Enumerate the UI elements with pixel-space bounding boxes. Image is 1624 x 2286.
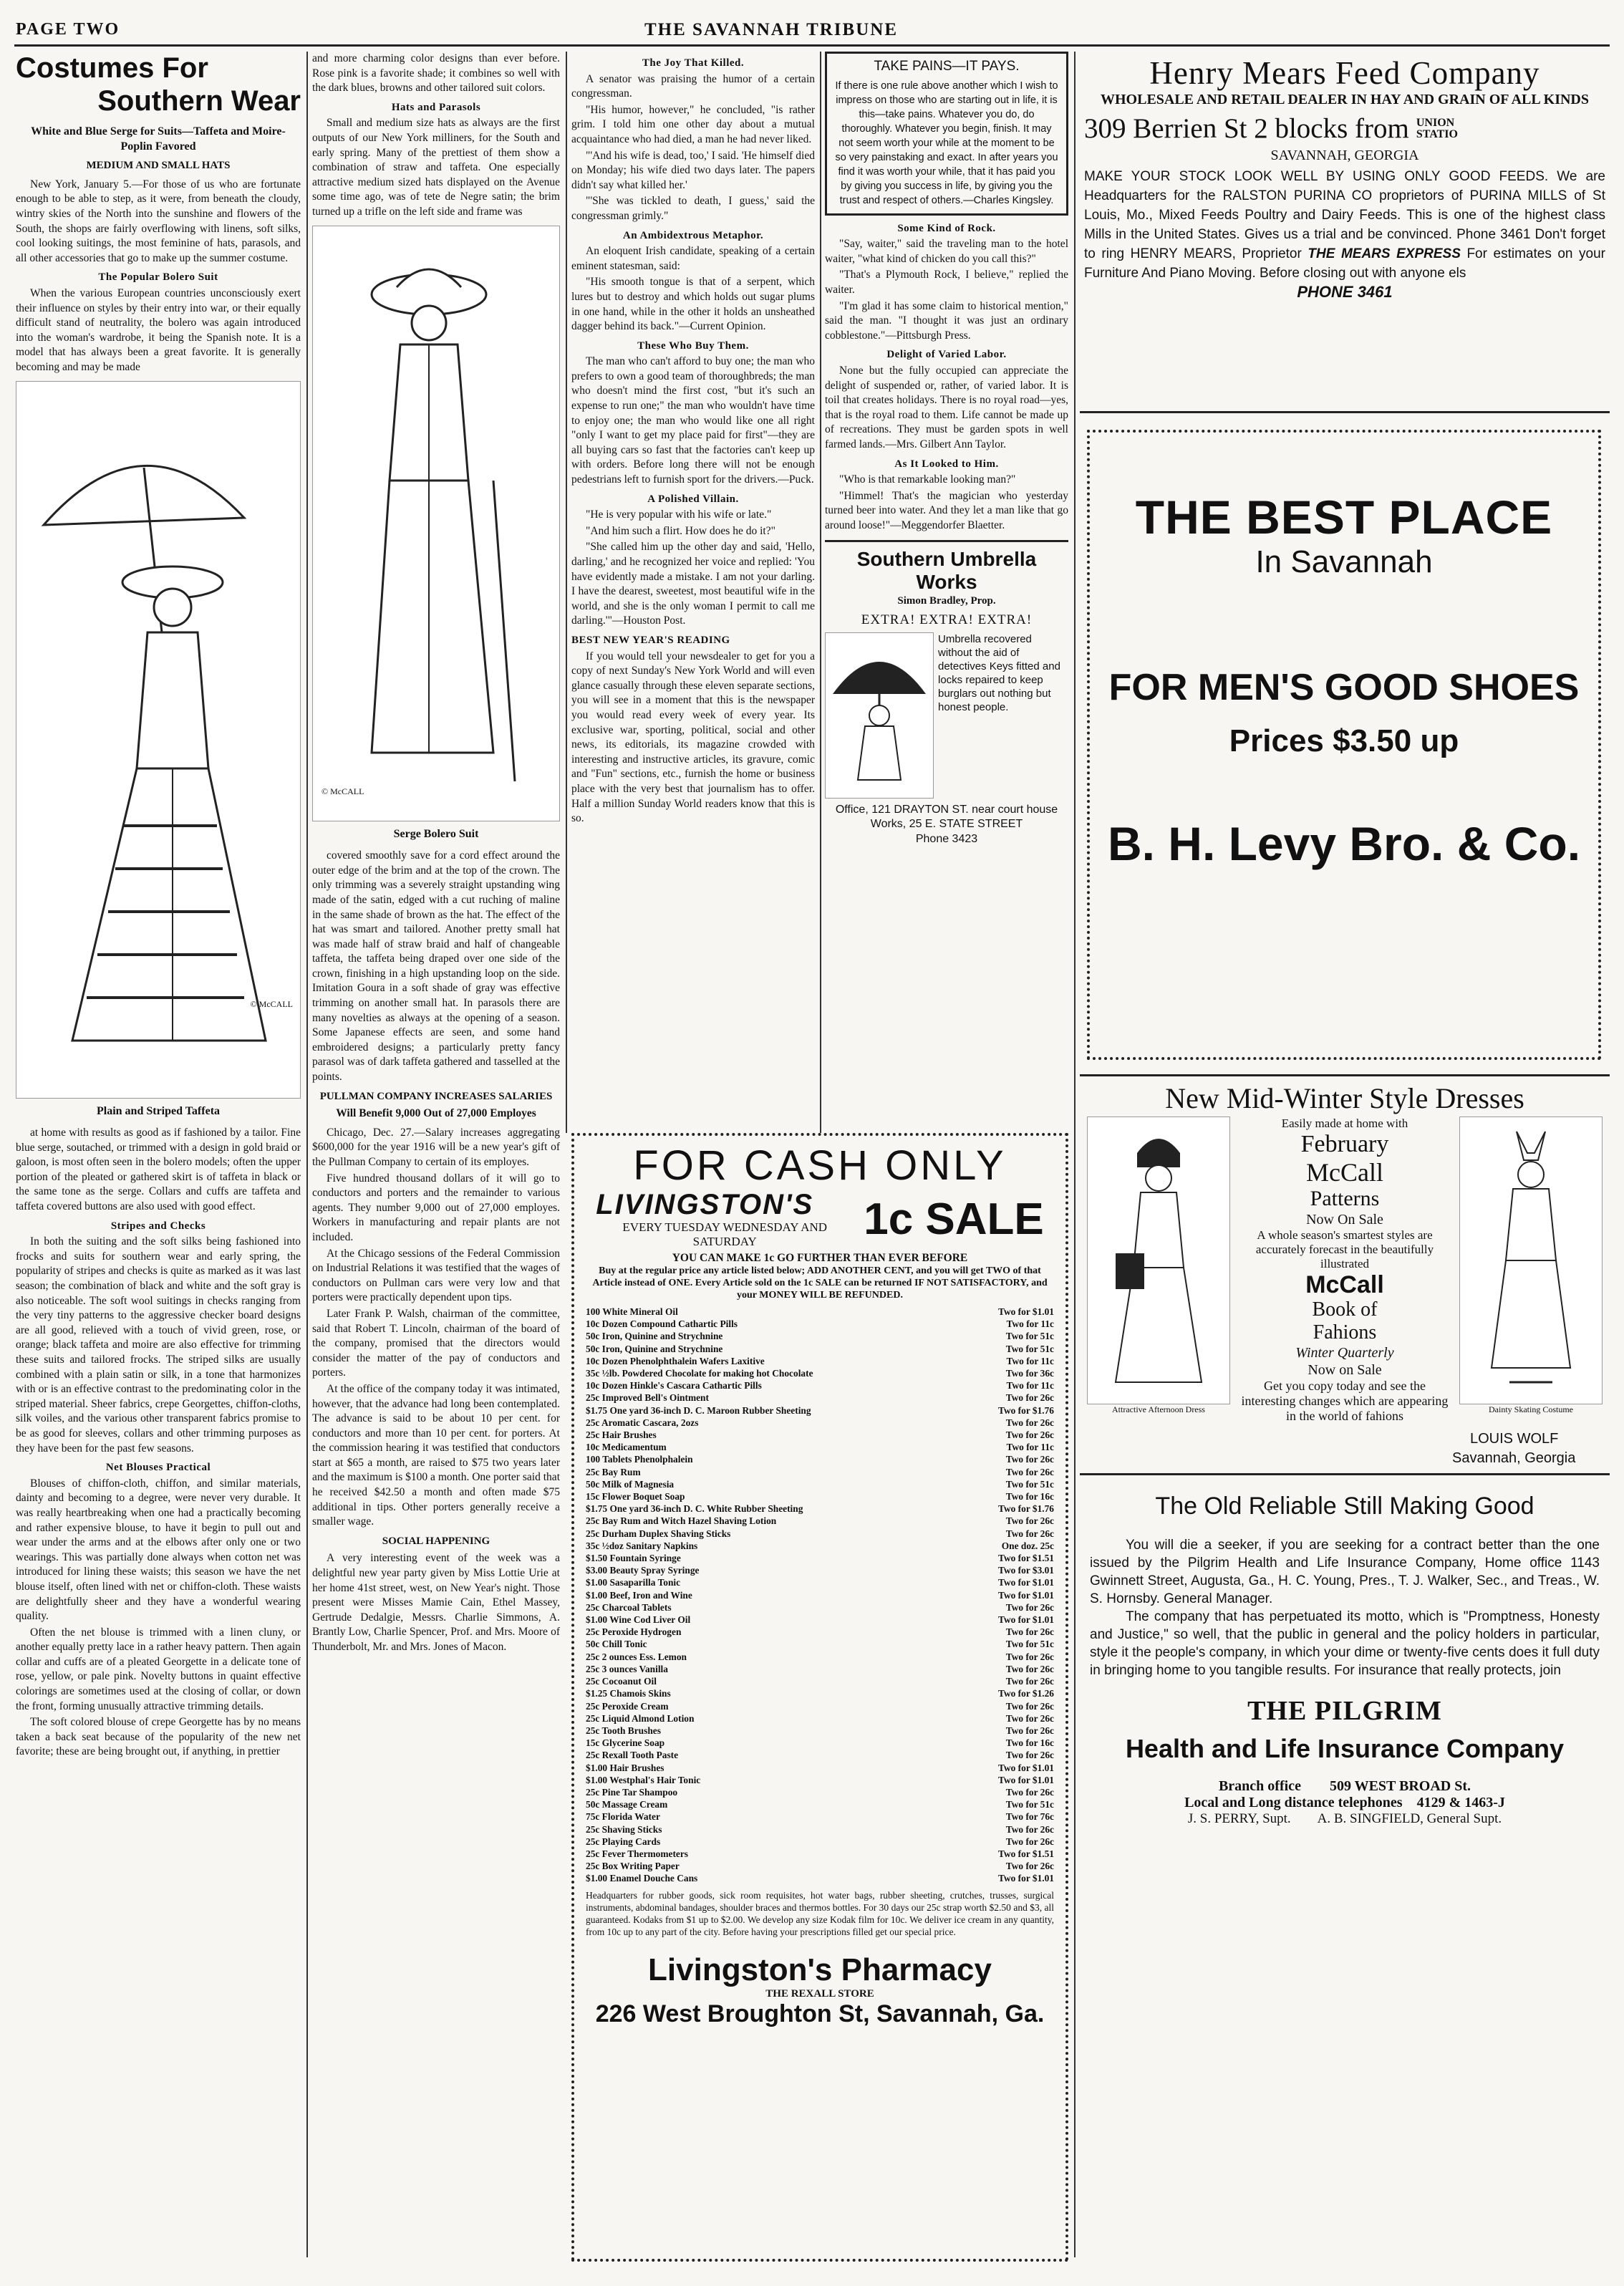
ad-line: Now on Sale — [1308, 1362, 1382, 1378]
item-price: Two for 11c — [1006, 1355, 1054, 1366]
item-name: 75c Florida Water — [586, 1811, 660, 1823]
price-row — [586, 1576, 1054, 1588]
item-name: $1.00 Westphal's Hair Tonic — [586, 1774, 701, 1785]
price-row — [586, 1836, 1054, 1848]
illustration-credit: © McCALL — [250, 998, 293, 1009]
paragraph: "Say, waiter," said the traveling man to the hotel waiter, "what kind of chicken do you call this?" — [825, 238, 1068, 265]
price-row — [586, 1872, 1054, 1884]
paragraph: at home with results as good as if fashioned by a tailor. Fine blue serge, soutached, or trimmed with a design in gold braid or galoon, is most often seen in the bolero models; often the upper portion of the pleated or gathered skirt is of taffeta in black or the same tone as the serge. Collars and cuffs are taffeta and taffeta covered buttons are also used with good effect. — [16, 1127, 301, 1213]
item-price: Two for 26c — [1005, 1454, 1054, 1465]
price-row — [586, 1687, 1054, 1699]
item-name: $1.00 Hair Brushes — [586, 1762, 664, 1773]
ad-headline: FOR MEN'S GOOD SHOES — [1108, 667, 1580, 708]
item-price: Two for 76c — [1005, 1811, 1054, 1823]
paragraph: "Who is that remarkable looking man?" — [839, 473, 1016, 486]
paragraph: None but the fully occupied can appreciate the delight of suspended or, rather, of varied labor. It is toil that creates holidays. There is no royal road—yes, that is the royal road to them. Life cannot be made up of recreations. They must be garden spots in well farmed lands.—Mrs. Gilbert Ann Taylor. — [825, 364, 1068, 450]
price-row — [586, 1318, 1054, 1330]
paragraph: Later Frank P. Walsh, chairman of the committee, said that Robert T. Lincoln, chairman of the board of the company, promised that the directors would consider the matter of the pay of conductors and porters. — [312, 1307, 560, 1379]
item-name: 25c Tooth Brushes — [586, 1725, 661, 1736]
ad-line: February — [1300, 1131, 1389, 1157]
pharmacy-address: 226 West Broughton St, Savannah, Ga. — [595, 2000, 1045, 2027]
paragraph: Chicago, Dec. 27.—Salary increases aggregating $600,000 for the year 1916 will be a new year's gift of the Pullman Company to certain of its employes. — [312, 1126, 560, 1168]
pharmacy-name: Livingston's Pharmacy — [648, 1952, 992, 1987]
item-price: Two for $1.01 — [998, 1577, 1054, 1588]
box-title: TAKE PAINS—IT PAYS. — [874, 59, 1020, 74]
ad-express: THE MEARS EXPRESS — [1308, 246, 1461, 261]
item-price: Two for 11c — [1006, 1318, 1054, 1330]
section-heading: Net Blouses Practical — [105, 1462, 211, 1474]
item-name: 25c Peroxide Cream — [586, 1700, 669, 1712]
headline: Southern Wear — [97, 85, 301, 117]
item-name: $1.00 Sasaparilla Tonic — [586, 1577, 681, 1588]
item-name: 15c Glycerine Soap — [586, 1737, 665, 1749]
price-row — [586, 1490, 1054, 1503]
ad-title: FOR CASH ONLY — [633, 1142, 1007, 1189]
ad-body: MAKE YOUR STOCK LOOK WELL BY USING ONLY GOOD FEEDS. We are Headquarters for the RALSTON PURINA CO proprietors of PURINA MILLS of St Louis, Mo., Mixed Feeds Poultry and Dairy Feeds. This is one of the highest class Mills in the United States. Gives us a trial and be convinced. Phone 3461 Don't forget to ring HENRY MEARS, Proprietor — [1084, 169, 1605, 261]
item-name: 10c Dozen Compound Cathartic Pills — [586, 1318, 738, 1330]
woman-in-dress-icon — [1094, 1124, 1223, 1397]
ad-body: You will die a seeker, if you are seeking for a contract better than the one issued by the Pilgrim Health and Life Insurance Company, Home office 1143 Gwinnett Street, Augusta, Ga., H. C. Young, Pres., T. J. Walker, Sec., and Treas., W. S. Hornsby. General Manager. — [1090, 1538, 1600, 1606]
price-row — [586, 1466, 1054, 1478]
ad-city: SAVANNAH, GEORGIA — [1270, 148, 1419, 163]
article-humor — [571, 52, 815, 1126]
item-name: $1.00 Wine Cod Liver Oil — [586, 1614, 691, 1626]
item-name: 100 White Mineral Oil — [586, 1306, 678, 1317]
page-number: PAGE TWO — [16, 20, 120, 39]
headline: Costumes For — [16, 52, 208, 84]
price-row — [586, 1810, 1054, 1823]
branch-office: Branch office 509 WEST BROAD St. — [1218, 1778, 1471, 1794]
price-row — [586, 1651, 1054, 1663]
ad-merchant: LOUIS WOLF — [1470, 1431, 1559, 1447]
paragraph: "And him such a flirt. How does he do it?" — [586, 524, 775, 537]
ad-footer-text: Headquarters for rubber goods, sick room requisites, hot water bags, rubber sheeting, crutches, trusses, surgical instruments, abdominal bandages, shoulder braces and thermos bottles. For 30 days our 25c strap worth $2.50 and $3, all guaranteed. Kodaks from $1 up to $2.00. We develop any size Kodak film for 10c. We deliver ice cream in any quantity, from 10c up to any part of the city. Before having your prescriptions filled get our special price. — [586, 1889, 1054, 1937]
price-row — [586, 1675, 1054, 1687]
price-row — [586, 1638, 1054, 1650]
livingston-pharmacy-ad — [571, 1133, 1068, 2262]
item-price: Two for 51c — [1005, 1331, 1054, 1342]
price-row — [586, 1663, 1054, 1675]
newspaper-name: THE SAVANNAH TRIBUNE — [644, 20, 898, 39]
umbrella-illustration — [825, 632, 934, 799]
illustration-caption: Dainty Skating Costume — [1489, 1404, 1573, 1414]
item-price: Two for $1.76 — [998, 1503, 1054, 1515]
item-price: Two for 26c — [1005, 1663, 1054, 1674]
ad-address: 309 Berrien St 2 blocks from — [1084, 113, 1409, 144]
paragraph: New York, January 5.—For those of us who are fortunate enough to be able to step, as it were, from beneath the cloudy, wintry skies of the North into the sunshine and flowers of the South, the shops are fairly overflowing with linens, soft silks, cool looking suitings, the most feminine of hats, parasols, and all other accessories that go to make up the summer costume. — [16, 178, 301, 264]
illustration-caption: Plain and Striped Taffeta — [96, 1104, 221, 1117]
price-row — [586, 1737, 1054, 1749]
item-price: Two for 26c — [1005, 1676, 1054, 1687]
item-price: Two for 26c — [1005, 1601, 1054, 1613]
item-price: Two for 36c — [1005, 1368, 1054, 1379]
item-price: Two for $1.51 — [998, 1553, 1054, 1564]
item-price: Two for 16c — [1005, 1737, 1054, 1749]
officers: J. S. PERRY, Supt. A. B. SINGFIELD, General Supt. — [1187, 1811, 1502, 1826]
item-price: Two for $1.26 — [998, 1688, 1054, 1699]
pilgrim-insurance-ad — [1080, 1486, 1610, 2267]
subhead: MEDIUM AND SMALL HATS — [86, 160, 231, 172]
ad-line: Book of — [1312, 1298, 1378, 1321]
item-price: Two for $1.51 — [998, 1848, 1054, 1859]
item-name: 25c Bay Rum and Witch Hazel Shaving Lotion — [586, 1515, 777, 1527]
ad-headline: THE BEST PLACE — [1135, 491, 1553, 544]
item-name: 25c Shaving Sticks — [586, 1823, 662, 1835]
item-name: 25c Charcoal Tablets — [586, 1601, 672, 1613]
price-row — [586, 1343, 1054, 1355]
article-hats — [312, 52, 560, 2257]
ad-line: WHOLESALE AND RETAIL DEALER IN HAY AND GRAIN OF ALL KINDS — [1100, 92, 1589, 107]
price-row — [586, 1860, 1054, 1872]
price-row — [586, 1614, 1054, 1626]
box-text: If there is one rule above another which I wish to impress on those who are starting out in life, it is this—take pains. Whatever you do, do thoroughly. Whatever you begin, finish. It may not seem worth your while at the moment to be so very painstaking and exact. In after years you find it was worth your while, that it has paid you by giving you success in life, by giving you the trust and respect of others.—Charles Kingsley. — [835, 79, 1058, 206]
subhead: White and Blue Serge for Suits—Taffeta and Moire-Poplin Favored — [31, 125, 286, 153]
item-name: 25c Pine Tar Shampoo — [586, 1786, 678, 1798]
subhead: Will Benefit 9,000 Out of 27,000 Employes — [336, 1107, 536, 1120]
paragraph: If you would tell your newsdealer to get for you a copy of next Sunday's New York World and will even glance casually through these eleven separate sections, you will see in a moment that this is the newspaper you would read every week of every year. Its exclusive war, sporting, political, social and other news, its editorials, its magazine crowded with interesting and instructive articles, its gravure, comic and "Fun" sections, etc., furnish the home or business place with the very best that journalism has to offer. Half a million Sunday World readers know that this is so. — [571, 650, 815, 825]
paragraph: The man who can't afford to buy one; the man who prefers to own a good team of thoroughbreds; the man who doesn't mind the first cost, "but it's such an expense to run one;" the man who wouldn't have time to enjoy one; the man who would like one all right "only I want to get my place paid for first"—they are all buying cars so fast that the factories can't keep up with orders. Before long there will not be enough pedestrians left to furnish sport for the drivers.—Puck. — [571, 355, 815, 486]
column-rule — [1074, 52, 1076, 2257]
item-name: 50c Chill Tonic — [586, 1639, 647, 1650]
paragraph: "Himmel! That's the magician who yesterday turned beer into water. And they let a man like that go around loose!"—Meggendorfer Blaetter. — [825, 489, 1068, 531]
item-name: 25c Improved Bell's Ointment — [586, 1392, 709, 1404]
section-heading: BEST NEW YEAR'S READING — [571, 634, 730, 646]
item-name: 25c Rexall Tooth Paste — [586, 1750, 679, 1761]
item-price: Two for 26c — [1005, 1651, 1054, 1662]
ad-phone: PHONE 3461 — [1297, 283, 1393, 301]
section-heading: As It Looked to Him. — [894, 458, 999, 470]
price-row — [586, 1786, 1054, 1798]
ad-city: Savannah, Georgia — [1452, 1450, 1576, 1466]
item-price: Two for $1.01 — [998, 1589, 1054, 1601]
paragraph: In both the suiting and the soft silks being fashioned into frocks and suits for southern wear and early spring, the popularity of stripes and checks is quite as marked as it was last season; the combination of black and white and the soft gray is also noticeable. The soft wool suitings in checks ranging from the very tiny patterns to the aggressive checker board designs are all good, relieved with a touch of vivid green, rose, or orange; black taffeta and moire are also effective for trimming these suits and tailored frocks. The striped silks are usually combined with a plain satin or silk, in a tone that harmonizes with or is an effective contrast to the predominating color in the striped material. Sheer fabrics, crepe Georgettes, chiffon-cloths, silk voiles, and the various other transparent fabrics promise to be as good for sleeves, collars and other trimming purposes as they have been for the past few seasons. — [16, 1235, 301, 1455]
price-row — [586, 1774, 1054, 1786]
price-row — [586, 1848, 1054, 1860]
item-name: 10c Dozen Hinkle's Cascara Cathartic Pills — [586, 1380, 762, 1392]
item-name: $1.75 One yard 36-inch D. C. White Rubber Sheeting — [586, 1503, 803, 1515]
paragraph: "He is very popular with his wife or late." — [586, 508, 772, 521]
item-price: Two for 51c — [1005, 1478, 1054, 1490]
item-name: 10c Dozen Phenolphthalein Wafers Laxitive — [586, 1355, 765, 1366]
item-name: 25c Box Writing Paper — [586, 1861, 680, 1872]
price-row — [586, 1392, 1054, 1404]
price-row — [586, 1552, 1054, 1564]
section-heading: Stripes and Checks — [110, 1220, 206, 1232]
ad-line: Now On Sale — [1306, 1212, 1383, 1228]
column-rule — [306, 52, 308, 2257]
item-name: 35c ½doz Sanitary Napkins — [586, 1540, 698, 1551]
item-price: Two for 26c — [1005, 1750, 1054, 1761]
ad-line: McCall — [1305, 1271, 1384, 1298]
item-name: $1.00 Enamel Douche Cans — [586, 1873, 698, 1884]
paragraph: Five hundred thousand dollars of it will go to conductors and porters and the remainder to various agents. They number 9,000 out of 27,000 employes. Workers in manufacturing and repair plants are not included. — [312, 1172, 560, 1243]
item-name: 25c Liquid Almond Lotion — [586, 1712, 695, 1724]
item-price: Two for 11c — [1006, 1442, 1054, 1453]
item-name: 25c 2 ounces Ess. Lemon — [586, 1651, 687, 1662]
item-name: 25c Hair Brushes — [586, 1429, 657, 1441]
paragraph: Small and medium size hats as always are the first outputs of our New York milliners, for the South and early spring. Many of the prettiest of them show a combination of straw and taffeta. One especially attractive medium sized hats displayed on the Avenue some time ago, was of tete de Negre satin; the brim turned up a trifle on the left side and frame was — [312, 117, 560, 218]
item-name: $1.50 Fountain Syringe — [586, 1553, 681, 1564]
item-price: Two for $3.01 — [998, 1565, 1054, 1576]
sale-days: EVERY TUESDAY WEDNESDAY AND SATURDAY — [622, 1220, 828, 1248]
illustration-credit: © McCALL — [322, 786, 364, 796]
item-price: Two for 26c — [1005, 1515, 1054, 1527]
company-name: Health and Life Insurance Company — [1125, 1734, 1565, 1763]
ad-price: Prices $3.50 up — [1229, 723, 1459, 758]
price-row — [586, 1528, 1054, 1540]
price-row — [586, 1367, 1054, 1379]
paragraph: An eloquent Irish candidate, speaking of a certain eminent statesman, said: — [571, 245, 815, 272]
price-list — [586, 1306, 1054, 1885]
price-row — [586, 1355, 1054, 1367]
item-price: Two for $1.01 — [998, 1306, 1054, 1317]
price-row — [586, 1626, 1054, 1638]
item-price: Two for $1.01 — [998, 1614, 1054, 1626]
company-name: THE PILGRIM — [1247, 1696, 1442, 1726]
woman-in-bolero-suit-icon — [322, 237, 551, 810]
ad-title: Henry Mears Feed Company — [1149, 55, 1540, 91]
paragraph: When the various European countries unconsciously exert their influence on styles by their entry into war, or their equally difficult stand of neutrality, the bolero was again introduced into the woman's wardrobe, it being the Spanish note. It is a model that has always been a great favorite. It is generally becoming and may be made — [16, 286, 301, 373]
paragraph: covered smoothly save for a cord effect around the outer edge of the brim and at the top of the crown. The only trimming was a severely straight upstanding wing made of the satin, edged with a cut ruching of maline in the same shade of brown as the hat. The effect of the hat was smart and tailored. Another pretty small hat was made half of straw braid and half of changeable taffeta, the taffeta being draped over one side of the crown, finishing in a high upstanding loop on the side. Imitation Goura in a soft shade of gray was effective trimming on another small hat. In parasols there are many novelties as always at the opening of a season. Some Japanese effects are seen, and some hand embroidered designs; a particularly pretty fancy parasol was of dark taffeta gathered and tasselled at the points. — [312, 849, 560, 1084]
price-row — [586, 1330, 1054, 1342]
item-name: 15c Flower Boquet Soap — [586, 1491, 685, 1503]
ad-subhead: In Savannah — [1255, 544, 1433, 579]
item-name: 25c Cocoanut Oil — [586, 1676, 657, 1687]
item-name: 25c Fever Thermometers — [586, 1848, 689, 1859]
price-row — [586, 1417, 1054, 1429]
sale-slogan: YOU CAN MAKE 1c GO FURTHER THAN EVER BEFORE — [672, 1252, 968, 1264]
umbrella-ad-text: Umbrella recovered without the aid of detectives Keys fitted and locks repaired to keep burglars out nothing but honest people. — [938, 632, 1060, 713]
section-heading: Delight of Varied Labor. — [886, 349, 1007, 361]
item-name: 50c Iron, Quinine and Strychnine — [586, 1343, 723, 1354]
price-row — [586, 1404, 1054, 1417]
section-heading: An Ambidextrous Metaphor. — [622, 229, 764, 241]
ad-body: For estimates on your Furniture And Piano Moving. Before closing out with anyone els — [1084, 246, 1606, 281]
item-name: 25c 3 ounces Vanilla — [586, 1663, 668, 1674]
item-name: 25c Peroxide Hydrogen — [586, 1626, 682, 1638]
sale-terms: Buy at the regular price any article listed below; ADD ANOTHER CENT, and you will get TWO of that Article instead of ONE. Every Article sold on the 1c SALE can be returned IF NOT SATISFACTORY, and your MONEY WILL BE REFUNDED. — [592, 1265, 1048, 1301]
item-name: $1.75 One yard 36-inch D. C. Maroon Rubber Sheeting — [586, 1404, 811, 1416]
column-rule — [566, 52, 567, 1133]
column-rule — [820, 52, 821, 1133]
item-price: One doz. 25c — [1001, 1540, 1054, 1551]
price-row — [586, 1725, 1054, 1737]
paragraph: and more charming color designs than ever before. Rose pink is a favorite shade; it combines so well with the dark blues, browns and other tailored suit colors. — [312, 52, 560, 95]
paragraph: "That's a Plymouth Rock, I believe," replied the waiter. — [825, 269, 1068, 296]
price-row — [586, 1453, 1054, 1465]
price-row — [586, 1749, 1054, 1761]
section-heading: PULLMAN COMPANY INCREASES SALARIES — [319, 1090, 553, 1102]
woman-with-parasol-icon — [29, 396, 287, 1084]
price-row — [586, 1762, 1054, 1774]
fashion-illustration — [312, 226, 560, 821]
item-name: 50c Iron, Quinine and Strychnine — [586, 1331, 723, 1342]
ad-title: The Old Reliable Still Making Good — [1155, 1492, 1534, 1520]
item-price: Two for 26c — [1005, 1528, 1054, 1539]
dress-illustration — [1087, 1117, 1230, 1404]
umbrella-ad-office: Office, 121 DRAYTON ST. near court house — [835, 803, 1058, 816]
item-name: 10c Medicamentum — [586, 1442, 667, 1453]
item-price: Two for 26c — [1005, 1417, 1054, 1428]
umbrella-ad-title: Southern Umbrella Works — [856, 548, 1037, 594]
price-row — [586, 1823, 1054, 1836]
item-name: 35c ½lb. Powdered Chocolate for making hot Chocolate — [586, 1368, 813, 1379]
item-price: Two for 26c — [1005, 1712, 1054, 1724]
dress-illustration — [1459, 1117, 1603, 1404]
price-row — [586, 1798, 1054, 1810]
umbrella-ad-proprietor: Simon Bradley, Prop. — [897, 595, 996, 607]
item-name: 25c Playing Cards — [586, 1836, 661, 1847]
section-heading: SOCIAL HAPPENING — [382, 1535, 490, 1547]
pharmacy-tagline: THE REXALL STORE — [765, 1987, 874, 2000]
item-name: 25c Durham Duplex Shaving Sticks — [586, 1528, 731, 1539]
paragraph: At the office of the company today it was intimated, however, that the advance had long been contemplated. The advance is said to be about 10 per cent. for conductors and more than 10 per cent. for porters. At the commission hearing it was testified that conductors start at $65 a month, are raised to $75 two years later and the maximum is $100 a month. One porter said that he received $42.50 a month and often made $75 additional in tips. Other porters generally receive a smaller wage. — [312, 1382, 560, 1528]
item-price: Two for $1.01 — [998, 1873, 1054, 1884]
price-row — [586, 1515, 1054, 1527]
paragraph: The soft colored blouse of crepe Georgette has by no means taken a back seat because of the popularity of the new net favorite; these are being brought out, if anything, in prettier — [16, 1716, 301, 1758]
item-price: Two for 16c — [1005, 1491, 1054, 1503]
item-price: Two for $1.01 — [998, 1774, 1054, 1785]
paragraph: "His smooth tongue is that of a serpent, which lures but to destroy and which holds out sugar plums in one hand, while in the other it holds an unsheathed dagger behind its back."—Current Opinion. — [571, 276, 815, 333]
item-price: Two for 26c — [1005, 1861, 1054, 1872]
item-price: Two for 26c — [1005, 1836, 1054, 1847]
item-name: 25c Bay Rum — [586, 1466, 641, 1477]
paragraph: "'And his wife is dead, too,' I said. 'He himself died on Monday; his wife died two days later. The papers didn't say what killed her.' — [571, 149, 815, 191]
illustration-caption: Serge Bolero Suit — [393, 827, 479, 840]
item-name: $1.00 Beef, Iron and Wine — [586, 1589, 692, 1601]
item-name: 25c Aromatic Cascara, 2ozs — [586, 1417, 699, 1428]
ad-line: Patterns — [1310, 1187, 1380, 1210]
item-price: Two for 26c — [1005, 1626, 1054, 1638]
price-row — [586, 1478, 1054, 1490]
woman-skating-costume-icon — [1466, 1124, 1595, 1397]
item-name: 50c Milk of Magnesia — [586, 1478, 675, 1490]
levy-shoes-ad — [1087, 430, 1601, 1060]
ad-line: Fahions — [1313, 1321, 1377, 1344]
ad-title: New Mid-Winter Style Dresses — [1165, 1082, 1524, 1114]
item-price: Two for 26c — [1005, 1429, 1054, 1441]
take-pains-box — [825, 52, 1068, 216]
paragraph: Often the net blouse is trimmed with a linen cluny, or another equally pretty lace in a rather heavy pattern. Then again collar and cuffs are of a pleated Georgette in a delicate tone of rose, yellow, or pale pink. Novelty buttons in quaint effective colorings are sometimes used at the closing of collar, or down the front, forming unusually attractive trimming details. — [16, 1626, 301, 1712]
price-row — [586, 1379, 1054, 1392]
item-price: Two for $1.01 — [998, 1762, 1054, 1773]
ad-line: Easily made at home with — [1281, 1117, 1408, 1130]
ad-line: Winter Quarterly — [1295, 1345, 1394, 1361]
item-price: Two for 26c — [1005, 1725, 1054, 1736]
price-row — [586, 1564, 1054, 1576]
item-price: Two for 26c — [1005, 1823, 1054, 1835]
price-row — [586, 1441, 1054, 1453]
paragraph: "'She was tickled to death, I guess,' said the congressman grimly." — [571, 195, 815, 222]
price-row — [586, 1503, 1054, 1515]
price-row — [586, 1712, 1054, 1725]
item-price: Two for $1.76 — [998, 1404, 1054, 1416]
item-price: Two for 51c — [1005, 1799, 1054, 1810]
item-name: 50c Massage Cream — [586, 1799, 668, 1810]
ad-line: McCall — [1306, 1158, 1383, 1187]
price-row — [586, 1429, 1054, 1441]
ad-station: UNION STATIO — [1416, 116, 1458, 140]
item-price: Two for 26c — [1005, 1700, 1054, 1712]
paragraph: A senator was praising the humor of a certain congressman. — [571, 72, 815, 100]
paragraph: Blouses of chiffon-cloth, chiffon, and similar materials, dainty and becoming to a degree, were never very durable. It was really heartbreaking when one had a practically becoming and rather expensive blouse, to have it begin to pull out and wear under the arms and at the elbows after only one or two wearings. This was partially done always when cotton net was introduced for lining these waists; this season we have the net blouse itself, often lined with net or chiffon-cloth. These waists are delightfully sheer and they have a wonderful wearing quality. — [16, 1477, 301, 1623]
store-name: LIVINGSTON'S — [596, 1189, 814, 1220]
ad-line: A whole season's smartest styles are accurately forecast in the beautifully illustrated — [1255, 1228, 1434, 1270]
illustration-caption: Attractive Afternoon Dress — [1112, 1404, 1205, 1414]
umbrella-ad-extra: EXTRA! EXTRA! EXTRA! — [861, 612, 1033, 628]
item-price: Two for 51c — [1005, 1343, 1054, 1354]
section-heading: Hats and Parasols — [391, 101, 481, 113]
section-heading: Some Kind of Rock. — [897, 222, 996, 234]
paragraph: At the Chicago sessions of the Federal Commission on Industrial Relations it was testified that the wages of conductors on Pullman cars were very low and that porters were practically dependent upon tips. — [312, 1247, 560, 1304]
article-misc — [825, 52, 1068, 1126]
price-row — [586, 1540, 1054, 1552]
sale-label: 1c SALE — [864, 1194, 1044, 1244]
price-row — [586, 1700, 1054, 1712]
ad-merchant: B. H. Levy Bro. & Co. — [1107, 817, 1581, 870]
umbrella-ad-phone: Phone 3423 — [915, 832, 978, 845]
paragraph: "She called him up the other day and said, 'Hello, darling,' and he recognized her voice and replied: 'You have evidently made a mistake. I am not your darling. I have the dearest, sweetest, most beautiful wife in the world, and she is the only woman I permit to call me darling.'"—Houston Post. — [571, 541, 815, 627]
item-price: Two for 51c — [1005, 1639, 1054, 1650]
article-costumes — [16, 52, 301, 2257]
section-heading: A Polished Villain. — [647, 493, 739, 505]
section-heading: The Popular Bolero Suit — [98, 271, 218, 284]
ad-line: Get you copy today and see the interesting changes which are appearing in the world of fahions — [1241, 1379, 1449, 1423]
item-price: Two for 26c — [1005, 1466, 1054, 1477]
item-name: 100 Tablets Phenolphalein — [586, 1454, 693, 1465]
mccall-patterns-ad — [1080, 1074, 1610, 1475]
item-price: Two for 26c — [1005, 1786, 1054, 1798]
umbrella-icon — [829, 637, 929, 794]
paragraph: A very interesting event of the week was a delightful new year party given by Miss Lottie Urie at her home 41st street, west, on New Year's night. Those present were Misses Mamie Cain, Ethel Massey, Gertrude Dedalgie, Messrs. Charlie Simmons, A. Brantly Low, Charlie Spencer, Prof. and Mrs. Moore of Thunderbolt, Mr. and Mrs. Jones of Macon. — [312, 1552, 560, 1653]
paragraph: "I'm glad it has some claim to historical mention," said the man. "I thought it was just an ordinary cobblestone."—Pittsburgh Press. — [825, 299, 1068, 342]
telephones: Local and Long distance telephones 4129 & 1463-J — [1184, 1795, 1505, 1810]
ad-body: The company that has perpetuated its motto, which is "Promptness, Honesty and Justice," so well, that the public in general and the policy holders in particular, style it the people's company, in which your dime or twenty-five cents does it full duty in bringing home to you tangible results. For insurance that really protects, join — [1090, 1609, 1600, 1678]
fashion-illustration — [16, 381, 301, 1099]
paragraph: "His humor, however," he concluded, "is rather grim. I told him one other day about a mutual acquaintance who had died, a man he had never liked. — [571, 103, 815, 145]
item-price: Two for 11c — [1006, 1380, 1054, 1392]
section-heading: These Who Buy Them. — [637, 339, 749, 352]
section-heading: The Joy That Killed. — [642, 57, 745, 69]
item-name: $3.00 Beauty Spray Syringe — [586, 1565, 700, 1576]
item-price: Two for 26c — [1005, 1392, 1054, 1404]
umbrella-ad-works: Works, 25 E. STATE STREET — [870, 818, 1023, 831]
price-row — [586, 1589, 1054, 1601]
price-row — [586, 1601, 1054, 1614]
masthead-rule — [14, 44, 1610, 47]
price-row — [586, 1306, 1054, 1318]
item-name: $1.25 Chamois Skins — [586, 1688, 671, 1699]
henry-mears-ad — [1080, 52, 1610, 413]
umbrella-ad — [825, 540, 1068, 847]
